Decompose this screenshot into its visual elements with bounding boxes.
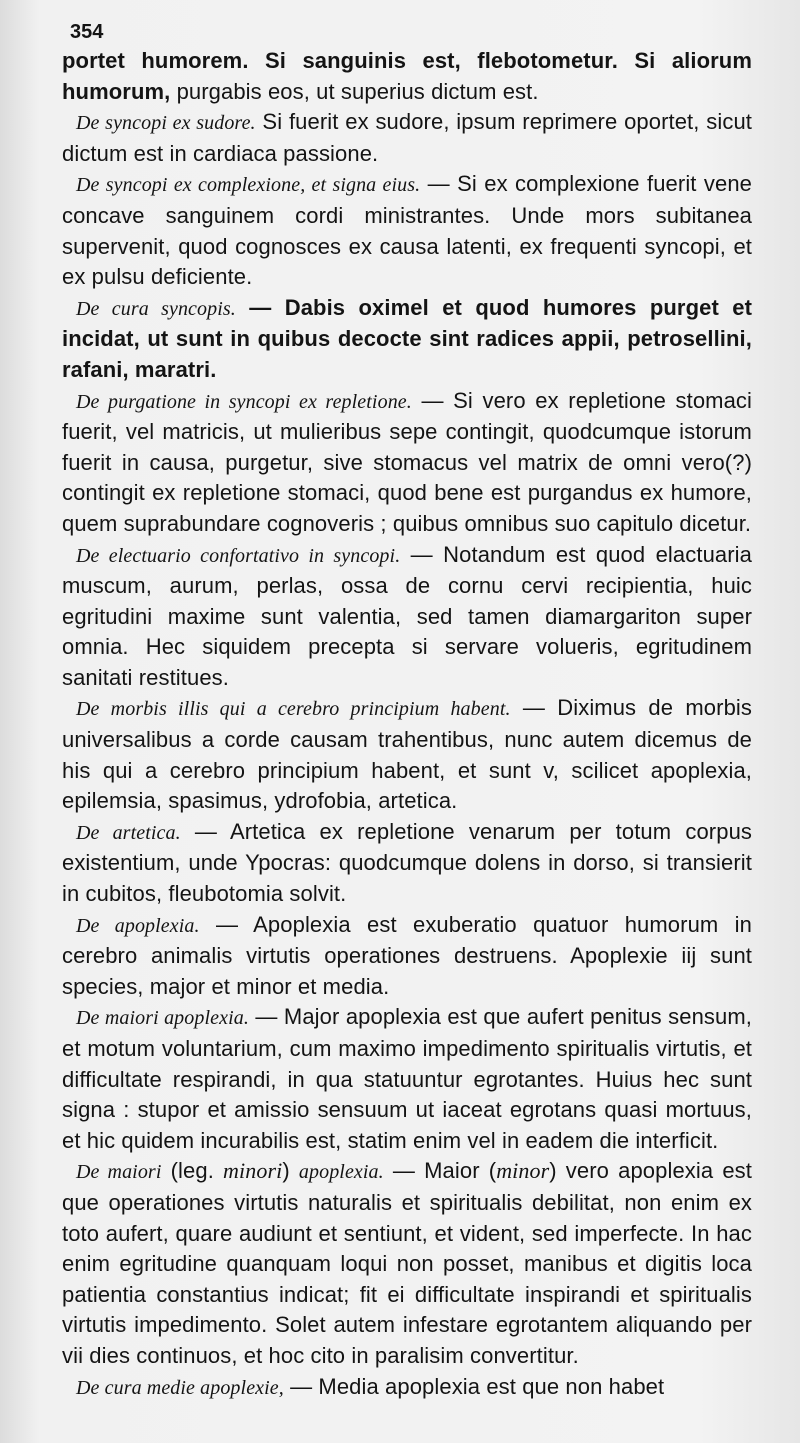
paragraph-syncopi-ex-complexione — [62, 169, 752, 292]
text-segment: — Diximus de morbis universalibus a corde causam trahentibus, nunc autem dicemus de his qui a cerebro principium habent, et sunt v, scilicet apoplexia, epilemsia, spasimus, ydrofobia, artetica. — [62, 695, 752, 814]
text-segment: purgabis eos, ut superius dictum est. — [170, 78, 539, 104]
text-segment: ) vero apoplexia est que operationes virtutis naturalis et spiritualis debilitat, non enim ex toto aufert, quare audiunt et sentiunt, et vident, sed imperfecte. In hac enim egritudine quanquam loqui non posset, manibus et digitis loca patientia constantius indicat; fit ei difficultate inspirandi et spiritualis virtutis impedimento. Solet autem infestare egrotantem aliquando per vii dies continuos, et hoc cito in paralisim convertitur. — [62, 1158, 752, 1368]
paragraph-apoplexia — [62, 910, 752, 1003]
section-heading: De maiori apoplexia. — [76, 1007, 249, 1030]
section-heading: De morbis illis qui a cerebro principium habent. — [76, 698, 511, 721]
text-segment: — Si ex complexione fuerit vene concave sanguinem cordi ministrantes. Unde mors subitanea supervenit, quod cognosces ex causa latenti, ex frequenti syncopi, et ex pulsu deficiente. — [62, 171, 752, 290]
text-segment: — Dabis oximel et quod humores purget et incidat, ut sunt in quibus decocte sint radices appii, petrosellini, rafani, maratri. — [62, 294, 753, 382]
section-heading: De syncopi ex sudore. — [76, 112, 256, 135]
text-segment: minori — [223, 1158, 283, 1184]
section-heading: De syncopi ex complexione, et signa eius. — [76, 174, 421, 197]
paragraph-maiori-apoplexia — [62, 1002, 752, 1156]
text-segment: Si fuerit ex sudore, ipsum reprimere oportet, sicut dictum est in cardiaca passione. — [62, 109, 752, 166]
paragraph-artetica — [62, 817, 752, 910]
paragraph-syncopi-ex-sudore — [62, 107, 752, 169]
section-heading: De electuario confortativo in syncopi. — [76, 544, 401, 567]
text-segment: portet humorem. Si sanguinis est, flebotometur. Si aliorum humorum, — [62, 48, 752, 104]
page-body-text — [62, 46, 752, 1403]
text-segment: — Si vero ex repletione stomaci fuerit, vel matricis, ut mulieribus sepe contingit, quodcumque istorum fuerit in causa, purgetur, sive stomacus vel matrix de omni vero(?) contingit ex repletione stomaci, quod bene est purgandus ex humore, quem suprabundare cognoveris ; quibus omnibus suo capitulo dicetur. — [62, 387, 753, 536]
text-segment: — Notandum est quod elactuaria muscum, aurum, perlas, ossa de cornu cervi recipientia, huic egritudini maxime sunt valentia, sed tamen diamargariton super omnia. Hec siquidem precepta si servare volueris, egritudinem sanitati restitues. — [62, 541, 752, 690]
paragraph-purgatione — [62, 386, 752, 540]
paragraph-opening — [62, 46, 752, 107]
text-segment: — Media apoplexia est que non habet — [283, 1373, 665, 1399]
paragraph-cura-syncopis — [62, 293, 752, 386]
section-heading: De purgatione in syncopi ex repletione. — [76, 390, 412, 413]
section-heading: De cura medie apoplexie, — [76, 1376, 284, 1399]
page-number: 354 — [70, 21, 104, 43]
text-segment: ) — [282, 1158, 299, 1184]
paragraph-electuario — [62, 540, 752, 694]
text-segment: — Major apoplexia est que aufert penitus sensum, et motum voluntarium, cum maximo impedimento spiritualis virtutis, et difficultate respirandi, in qua statuuntur egrotantes. Huius hec sunt signa : stupor et amissio sensuum ut iaceat egrotans quasi mortuus, et hic quidem incurabilis est, statim enim vel in eadem die interficit. — [62, 1004, 752, 1153]
text-segment: (leg. — [161, 1158, 224, 1184]
section-heading: De apoplexia. — [76, 914, 200, 937]
paragraph-cura-medie — [62, 1372, 752, 1404]
section-heading: De maiori — [76, 1161, 162, 1184]
section-heading: De cura syncopis. — [76, 297, 236, 320]
paragraph-minori-apoplexia — [62, 1156, 752, 1371]
section-heading: apoplexia. — [298, 1161, 384, 1184]
paragraph-morbis-cerebro — [62, 693, 752, 816]
text-segment: — Artetica ex repletione venarum per totum corpus existentium, unde Ypocras: quodcumque dolens in dorso, si transierit in cubitos, fleubotomia solvit. — [62, 818, 752, 907]
text-segment: minor — [496, 1158, 550, 1184]
text-segment: — Maior ( — [383, 1158, 497, 1184]
section-heading: De artetica. — [76, 821, 181, 844]
text-segment: — Apoplexia est exuberatio quatuor humorum in cerebro animalis virtutis operationes destruens. Apoplexie iij sunt species, major et minor et media. — [62, 911, 752, 999]
